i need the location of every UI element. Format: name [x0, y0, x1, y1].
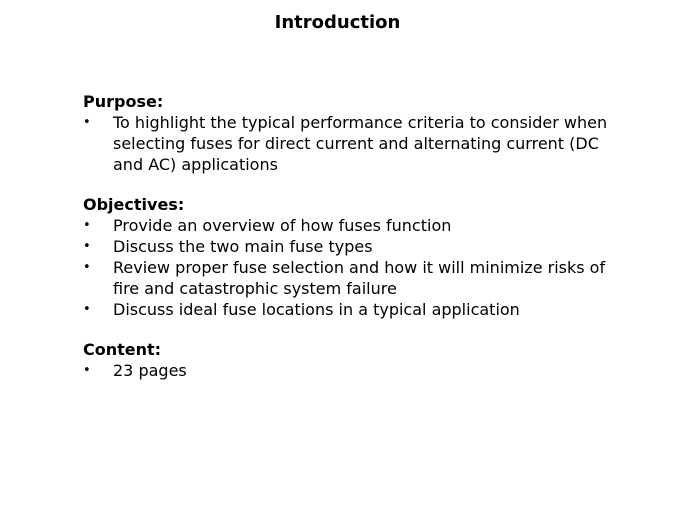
objectives-heading: Objectives: — [83, 195, 185, 214]
list-item-text: Provide an overview of how fuses function — [113, 216, 452, 235]
list-item-text: Review proper fuse selection and how it will minimize risks of fire and catastrophic system failure — [113, 258, 606, 298]
content-section — [83, 340, 623, 381]
objectives-section — [83, 195, 623, 320]
bullet-icon: • — [83, 239, 91, 254]
list-item — [83, 299, 623, 320]
list-item-text: Discuss the two main fuse types — [113, 237, 373, 256]
list-item — [83, 257, 623, 299]
slide-title: Introduction — [274, 12, 401, 33]
list-item-text: 23 pages — [113, 361, 187, 380]
list-item-text: To highlight the typical performance criteria to consider when selecting fuses for direct current and alternating current (DC and AC) applications — [113, 113, 608, 174]
objectives-list — [83, 215, 623, 320]
list-item — [83, 236, 623, 257]
content-heading: Content: — [83, 340, 162, 359]
slide-body — [83, 92, 623, 401]
list-item — [83, 215, 623, 236]
purpose-section — [83, 92, 623, 175]
purpose-list — [83, 112, 623, 175]
purpose-heading: Purpose: — [83, 92, 164, 111]
list-item — [83, 112, 623, 175]
bullet-icon: • — [83, 218, 91, 233]
bullet-icon: • — [83, 115, 91, 130]
bullet-icon: • — [83, 363, 91, 378]
bullet-icon: • — [83, 260, 91, 275]
content-list — [83, 360, 623, 381]
list-item — [83, 360, 623, 381]
bullet-icon: • — [83, 302, 91, 317]
list-item-text: Discuss ideal fuse locations in a typical application — [113, 300, 520, 319]
